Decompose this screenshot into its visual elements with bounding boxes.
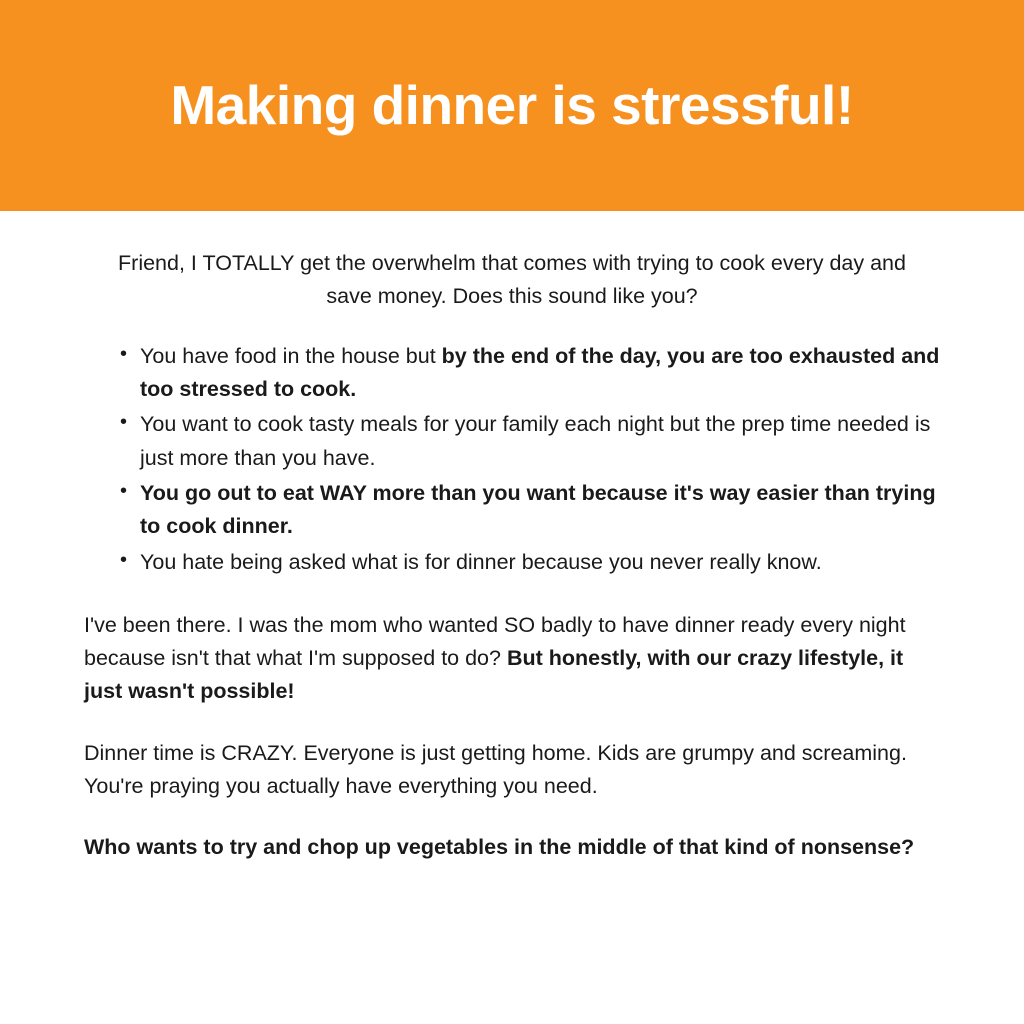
- list-item-text-plain: You want to cook tasty meals for your family each night but the prep time needed is just more than you have.: [140, 412, 931, 470]
- intro-paragraph: Friend, I TOTALLY get the overwhelm that comes with trying to cook every day and save money. Does this sound like you?: [118, 251, 906, 309]
- paragraph-closing-question: [84, 831, 940, 864]
- paragraph-text-plain: Dinner time is CRAZY. Everyone is just getting home. Kids are grumpy and screaming. You're praying you actually have everything you need.: [84, 740, 907, 799]
- paragraph-text-bold: Who wants to try and chop up vegetables in the middle of that kind of nonsense?: [84, 835, 915, 860]
- list-item: [120, 340, 940, 407]
- list-item-text-bold: You go out to eat WAY more than you want because it's way easier than trying to cook dinner.: [140, 480, 936, 539]
- paragraph-text-bold: But honestly, with our crazy lifestyle, it just wasn't possible!: [84, 646, 904, 704]
- list-item-text-plain: You have food in the house but: [140, 343, 442, 368]
- paragraph-been-there: [84, 609, 940, 709]
- pain-point-list: [84, 340, 940, 579]
- list-item-text-plain: You hate being asked what is for dinner because you never really know.: [140, 549, 822, 574]
- paragraph-text-plain: I've been there. I was the mom who wanted SO badly to have dinner ready every night because isn't that what I'm supposed to do?: [84, 612, 906, 671]
- list-item: [120, 408, 940, 475]
- list-item-text-bold: by the end of the day, you are too exhausted and too stressed to cook.: [140, 343, 940, 401]
- paragraph-dinner-time: [84, 737, 940, 804]
- body-content: [0, 247, 1024, 865]
- page-title: Making dinner is stressful!: [170, 74, 854, 137]
- list-item: [120, 546, 940, 579]
- header-banner: [0, 0, 1024, 211]
- list-item: [120, 477, 940, 544]
